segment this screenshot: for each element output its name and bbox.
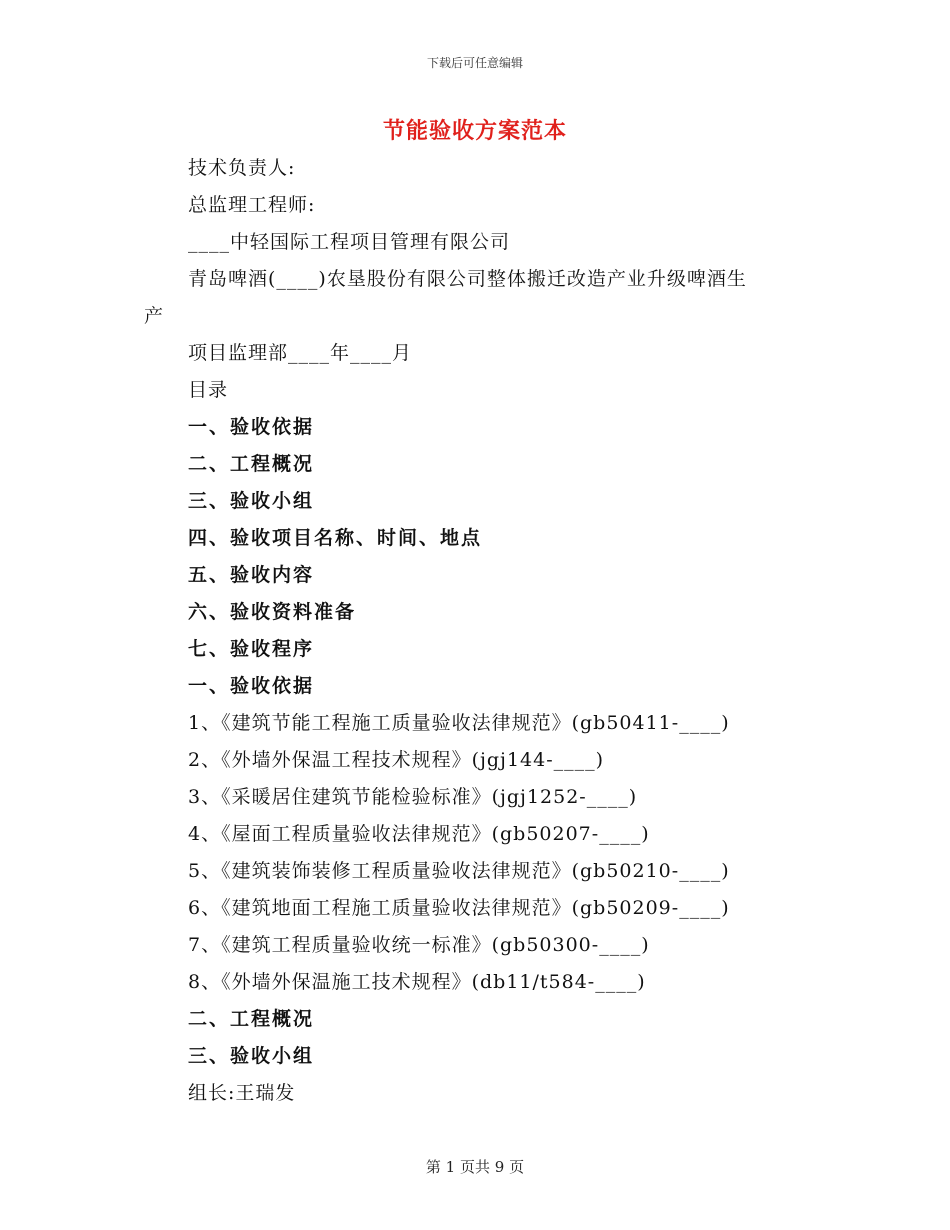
page-number: 第 1 页共 9 页: [425, 1158, 525, 1176]
body-line: 6、《建筑地面工程施工质量验收法律规范》(gb50209-____): [188, 897, 730, 919]
body-line: 产: [144, 305, 165, 327]
document-body: [144, 150, 808, 1112]
body-line: 3、《采暖居住建筑节能检验标准》(jgj1252-____): [188, 786, 638, 808]
section-heading: 二、工程概况: [188, 453, 315, 475]
body-line: 4、《屋面工程质量验收法律规范》(gb50207-____): [188, 823, 650, 845]
section-heading: 三、验收小组: [188, 1045, 315, 1067]
document-title: 节能验收方案范本: [382, 118, 567, 144]
body-line: 2、《外墙外保温工程技术规程》(jgj144-____): [188, 749, 605, 771]
body-line: 技术负责人:: [188, 157, 296, 179]
body-line: ____中轻国际工程项目管理有限公司: [188, 231, 511, 253]
body-line: 7、《建筑工程质量验收统一标准》(gb50300-____): [188, 934, 650, 956]
body-line: 组长:王瑞发: [188, 1082, 296, 1104]
section-heading: 七、验收程序: [188, 638, 315, 660]
body-line: 总监理工程师:: [188, 194, 316, 216]
body-line: 青岛啤酒(____)农垦股份有限公司整体搬迁改造产业升级啤酒生: [188, 268, 747, 290]
section-heading: 三、验收小组: [188, 490, 315, 512]
section-heading: 五、验收内容: [188, 564, 315, 586]
body-line: 1、《建筑节能工程施工质量验收法律规范》(gb50411-____): [188, 712, 730, 734]
section-heading: 六、验收资料准备: [188, 601, 357, 623]
body-line: 目录: [188, 379, 229, 401]
body-line: 8、《外墙外保温施工技术规程》(db11/t584-____): [188, 971, 646, 993]
section-heading: 一、验收依据: [188, 416, 315, 438]
page-header-note: 下载后可任意编辑: [426, 56, 523, 70]
body-line: 项目监理部____年____月: [188, 342, 413, 364]
body-line: 5、《建筑装饰装修工程质量验收法律规范》(gb50210-____): [188, 860, 730, 882]
section-heading: 一、验收依据: [188, 675, 315, 697]
section-heading: 四、验收项目名称、时间、地点: [188, 527, 483, 549]
section-heading: 二、工程概况: [188, 1008, 315, 1030]
